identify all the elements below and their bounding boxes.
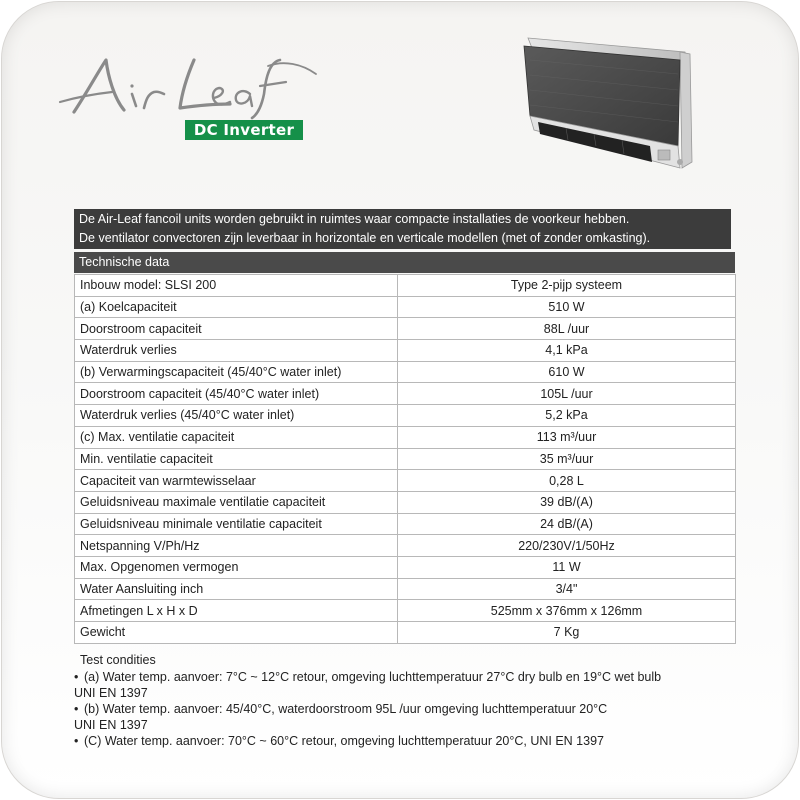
spec-label: Inbouw model: SLSI 200 [75,275,398,297]
spec-label: Gewicht [75,622,398,644]
spec-label: Waterdruk verlies [75,340,398,362]
spec-value: 113 m³/uur [398,426,736,448]
technical-data-header: Technische data [74,252,735,273]
table-row [75,383,736,405]
spec-label: Waterdruk verlies (45/40°C water inlet) [75,405,398,427]
spec-value: 88L /uur [398,318,736,340]
note-line: (a) Water temp. aanvoer: 7°C ~ 12°C retour, omgeving luchttemperatuur 27°C dry bulb en 19°C wet bulb [84,670,662,684]
dc-inverter-badge: DC Inverter [185,120,303,140]
table-row [75,448,736,470]
bullet-icon: • [74,702,79,716]
logo-script-icon [54,54,319,124]
spec-label: Min. ventilatie capaciteit [75,448,398,470]
fancoil-unit-image-icon [510,30,696,180]
table-row [75,426,736,448]
table-row [75,600,736,622]
spec-label: Max. Opgenomen vermogen [75,556,398,578]
product-card [1,1,799,799]
table-row [75,470,736,492]
table-row [75,556,736,578]
note-continuation: UNI EN 1397 [74,718,148,732]
spec-value: 220/230V/1/50Hz [398,535,736,557]
spec-label: Geluidsniveau minimale ventilatie capaciteit [75,513,398,535]
spec-label: Geluidsniveau maximale ventilatie capaciteit [75,491,398,513]
spec-label: Netspanning V/Ph/Hz [75,535,398,557]
intro-line-1: De Air-Leaf fancoil units worden gebruikt in ruimtes waar compacte installaties de voorkeur hebben. [79,212,630,226]
note-continuation: UNI EN 1397 [74,686,148,700]
list-item [74,669,754,701]
table-row [75,578,736,600]
table-row [75,535,736,557]
note-line: (C) Water temp. aanvoer: 70°C ~ 60°C retour, omgeving luchttemperatuur 20°C, UNI EN 1397 [84,734,604,748]
intro-line-2: De ventilator convectoren zijn leverbaar in horizontale en verticale modellen (met of zonder omkasting). [79,231,651,245]
spec-value: 35 m³/uur [398,448,736,470]
spec-value: 39 dB/(A) [398,491,736,513]
spec-value: 5,2 kPa [398,405,736,427]
intro-text [74,209,731,249]
spec-label: (b) Verwarmingscapaciteit (45/40°C water inlet) [75,361,398,383]
spec-label: Afmetingen L x H x D [75,600,398,622]
spec-value: Type 2-pijp systeem [398,275,736,297]
note-line: (b) Water temp. aanvoer: 45/40°C, waterdoorstroom 95L /uur omgeving luchttemperatuur 20°C [84,702,608,716]
spec-label: Doorstroom capaciteit [75,318,398,340]
spec-label: Water Aansluiting inch [75,578,398,600]
spec-value: 4,1 kPa [398,340,736,362]
spec-value: 0,28 L [398,470,736,492]
spec-value: 510 W [398,296,736,318]
table-row [75,318,736,340]
spec-table [74,274,736,644]
table-row [75,361,736,383]
spec-label: Capaciteit van warmtewisselaar [75,470,398,492]
spec-value: 7 Kg [398,622,736,644]
spec-value: 525mm x 376mm x 126mm [398,600,736,622]
spec-value: 24 dB/(A) [398,513,736,535]
spec-label: (a) Koelcapaciteit [75,296,398,318]
spec-value: 3/4" [398,578,736,600]
table-row [75,513,736,535]
spec-label: Doorstroom capaciteit (45/40°C water inlet) [75,383,398,405]
table-row [75,405,736,427]
spec-value: 610 W [398,361,736,383]
test-conditions-title: Test condities [80,653,156,667]
table-row [75,340,736,362]
table-row [75,275,736,297]
bullet-icon: • [74,670,79,684]
table-row [75,622,736,644]
bullet-icon: • [74,734,79,748]
table-row [75,491,736,513]
spec-label: (c) Max. ventilatie capaciteit [75,426,398,448]
test-conditions [74,652,754,749]
list-item [74,701,754,733]
spec-value: 105L /uur [398,383,736,405]
list-item [74,733,754,749]
table-row [75,296,736,318]
spec-value: 11 W [398,556,736,578]
